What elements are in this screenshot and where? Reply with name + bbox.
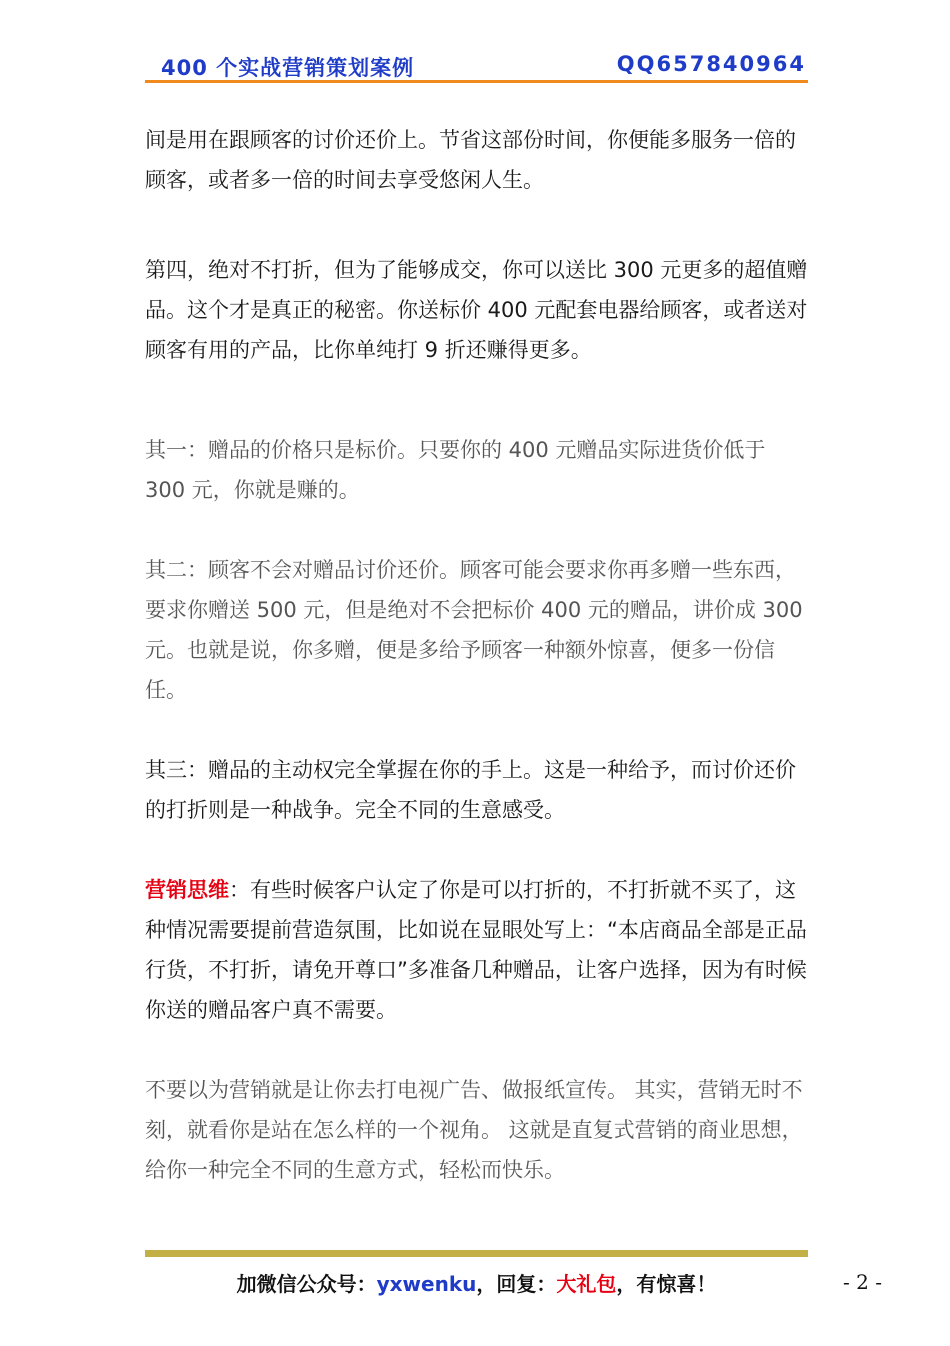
- paragraph-conclusion: 不要以为营销就是让你去打电视广告、做报纸宣传。 其实，营销无时不刻，就看你是站在怎么样的一个视角。 这就是直复式营销的商业思想，给你一种完全不同的生意方式，轻松而快乐。: [145, 1078, 803, 1182]
- footer-keyword: 大礼包: [556, 1272, 617, 1296]
- paragraph-reason-one: 其一：赠品的价格只是标价。只要你的 400 元赠品实际进货价低于 300 元，你就是赚的。: [145, 438, 766, 502]
- footer-prefix: 加微信公众号：: [236, 1272, 377, 1296]
- page-number: - 2 -: [843, 1270, 882, 1294]
- footer-suffix: ，有惊喜！: [616, 1272, 717, 1296]
- header-qq-number: QQ657840964: [616, 52, 806, 76]
- marketing-thinking-label: 营销思维: [145, 878, 229, 902]
- paragraph-marketing-thinking: [145, 870, 808, 1030]
- footer-account: yxwenku: [376, 1272, 477, 1296]
- footer-divider: [145, 1250, 808, 1257]
- paragraph-fourth-point: 第四，绝对不打折，但为了能够成交，你可以送比 300 元更多的超值赠品。这个才是真正的秘密。你送标价 400 元配套电器给顾客，或者送对顾客有用的产品，比你单纯打 9 折还赚得更多。: [145, 258, 808, 362]
- marketing-thinking-text: ：有些时候客户认定了你是可以打折的，不打折就不买了，这种情况需要提前营造氛围，比如说在显眼处写上：“本店商品全部是正品行货，不打折，请免开尊口”多准备几种赠品，让客户选择，因为有时候你送的赠品客户真不需要。: [145, 878, 807, 1022]
- page-footer: [145, 1268, 808, 1297]
- page-header: [145, 50, 808, 86]
- footer-middle: ，回复：: [476, 1272, 557, 1296]
- header-divider: [145, 80, 808, 83]
- paragraph-reason-two: 其二：顾客不会对赠品讨价还价。顾客可能会要求你再多赠一些东西，要求你赠送 500 元，但是绝对不会把标价 400 元的赠品，讲价成 300 元。也就是说，你多赠，便是多给予顾客一种额外惊喜，便多一份信任。: [145, 558, 803, 702]
- header-title: 400 个实战营销策划案例: [161, 56, 415, 80]
- paragraph-reason-three: 其三：赠品的主动权完全掌握在你的手上。这是一种给予，而讨价还价的打折则是一种战争。完全不同的生意感受。: [145, 758, 796, 822]
- document-body: [145, 120, 808, 1190]
- paragraph-time-saving: 间是用在跟顾客的讨价还价上。节省这部份时间，你便能多服务一倍的顾客，或者多一倍的时间去享受悠闲人生。: [145, 128, 796, 192]
